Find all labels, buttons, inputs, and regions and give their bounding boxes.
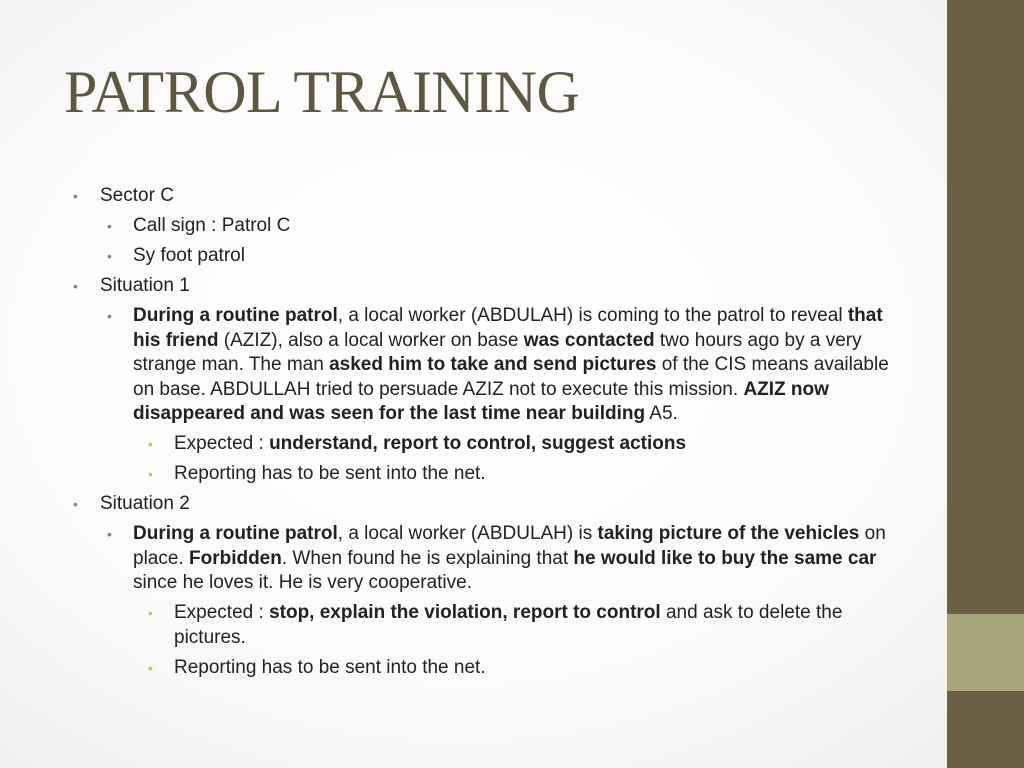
bold-text: taking picture of the vehicles [597,523,860,544]
side-accent-block [947,614,1024,691]
situation-1-reporting [70,462,900,487]
rich-text-paragraph: During a routine patrol, a local worker (ABDULAH) is coming to the patrol to reveal that his friend (AZIZ), also a local worker on base was contacted two hours ago by a very strange man. The man asked him to take and send pictures of the CIS means available on base. ABDULLAH tried to persuade AZIZ not to execute this mission. AZIZ now disappeared and was seen for the last time near building A5. [133,305,889,424]
expected-suffix: and ask to delete the pictures. [174,602,843,648]
bullet-text: Call sign : Patrol C [133,215,291,236]
bullet-text: Reporting has to be sent into the net. [174,463,486,484]
bullet-dot-icon: • [73,188,78,204]
expected-actions: understand, report to control, suggest actions [269,433,687,454]
slide-content [70,184,900,686]
expected-label: Expected : [174,433,270,454]
expected-actions: stop, explain the violation, report to control [269,602,661,623]
bold-text: he would like to buy the same car [573,547,877,569]
bold-text: that his friend [133,305,883,351]
situation-1-description [70,304,900,427]
situation-2-reporting [70,656,900,681]
bullet-dot-icon: • [148,436,153,452]
situation-1-expected [70,432,900,457]
bold-text: Forbidden [188,547,282,569]
bullet-dot-icon: • [107,526,112,542]
bullet-situation-1 [70,274,900,299]
bullet-text: Sector C [100,185,174,206]
bullet-situation-2 [70,492,900,517]
bold-text: asked him to take and send pictures [329,354,657,375]
bullet-dot-icon: • [107,308,112,324]
bullet-dot-icon: • [148,466,153,482]
bold-text: During a routine patrol [133,305,338,326]
bullet-dot-icon: • [148,605,153,621]
bullet-text: Situation 1 [100,275,190,296]
bold-text: During a routine patrol [133,523,338,544]
bullet-sector [70,184,900,209]
bullet-text: Reporting has to be sent into the net. [174,656,486,678]
bullet-call-sign [70,214,900,239]
bullet-dot-icon: • [148,659,153,676]
bullet-text: Sy foot patrol [133,245,245,266]
rich-text-paragraph: During a routine patrol, a local worker (ABDULAH) is taking picture of the vehicles on place. Forbidden. When found he is explaining that he would like to buy the same car since he loves it. He is very cooperative. [133,523,886,593]
slide-title: PATROL TRAINING [64,59,580,125]
bullet-dot-icon: • [73,496,78,512]
bullet-dot-icon: • [73,278,78,294]
bullet-dot-icon: • [107,218,112,234]
situation-2-description [70,522,900,596]
bold-text: was contacted [523,329,655,351]
expected-label: Expected : [174,602,270,623]
bullet-foot-patrol [70,244,900,269]
bold-text: AZIZ now disappeared and was seen for the last time near building [133,378,829,424]
situation-2-expected [70,601,900,650]
bullet-dot-icon: • [107,248,112,264]
side-decoration-bar [947,0,1024,768]
bullet-text: Situation 2 [100,493,190,514]
